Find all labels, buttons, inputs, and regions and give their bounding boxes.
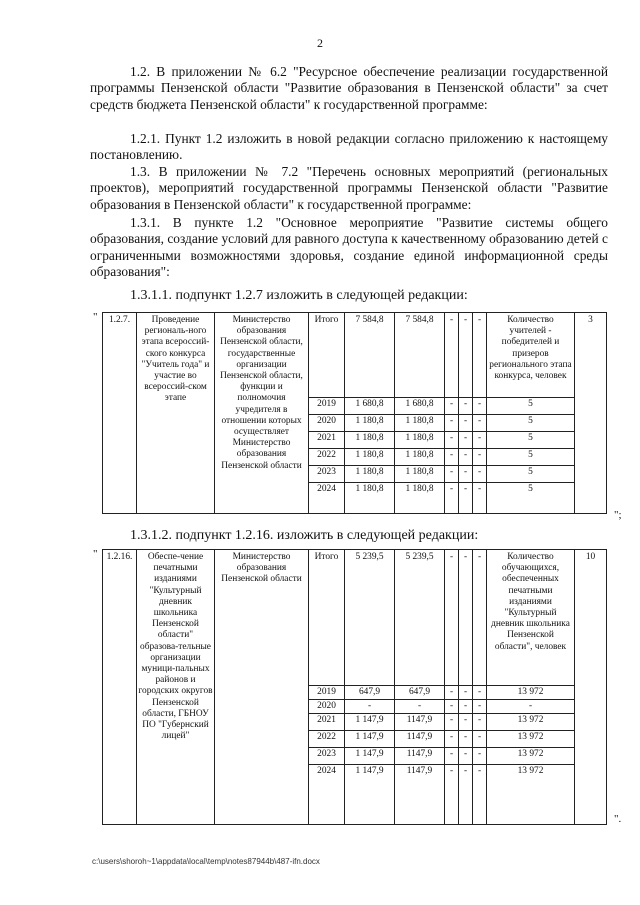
col2-cell: -	[459, 765, 473, 825]
total-cell: 7 584,8	[345, 313, 395, 398]
col3-cell: -	[473, 449, 487, 466]
col1-cell: -	[445, 432, 459, 449]
col1-cell: -	[445, 550, 459, 686]
indicator-value: 5	[487, 449, 575, 466]
indicator-name: Количество обучающихся, обеспеченных печатными изданиями "Культурный дневник школьника Пензенской области", человек	[487, 550, 575, 686]
regional-cell: 1147,9	[395, 714, 445, 731]
col2-cell: -	[459, 398, 473, 415]
col1-cell: -	[445, 765, 459, 825]
regional-cell: 1 180,8	[395, 449, 445, 466]
paragraph-1-3: 1.3. В приложении № 7.2 "Перечень основных мероприятий (региональных проектов), мероприятий государственной программы Пензенской области "Развитие образования в Пензенской области" к государственной программе:	[90, 164, 608, 212]
col1-cell: -	[445, 449, 459, 466]
paragraph-1-2: 1.2. В приложении № 6.2 "Ресурсное обеспечение реализации государственной программы Пензенской области "Развитие образования в Пензенской области" за счет средств бюджета Пензенской области" к государственной программе:	[90, 64, 608, 112]
regional-cell: 1 180,8	[395, 415, 445, 432]
year-cell: 2020	[309, 415, 345, 432]
total-cell: 1 147,9	[345, 765, 395, 825]
year-cell: 2022	[309, 731, 345, 748]
indicator-value: 13 972	[487, 686, 575, 700]
indicator-value: 5	[487, 398, 575, 415]
col3-cell: -	[473, 748, 487, 765]
col3-cell: -	[473, 466, 487, 483]
col1-cell: -	[445, 748, 459, 765]
indicator-name: Количество учителей - победителей и призеров регионального этапа конкурса, человек	[487, 313, 575, 398]
indicator-value: -	[487, 700, 575, 714]
regional-cell: 1 180,8	[395, 432, 445, 449]
year-cell: 2022	[309, 449, 345, 466]
regional-cell: 5 239,5	[395, 550, 445, 686]
year-cell: Итого	[309, 313, 345, 398]
event-name: Проведение региональ-ного этапа всероссий-ского конкурса "Учитель года" и участие во всероссий-ском этапе	[137, 313, 215, 514]
regional-cell: 1147,9	[395, 731, 445, 748]
col3-cell: -	[473, 550, 487, 686]
item-number: 1.2.16.	[103, 550, 137, 825]
year-cell: 2023	[309, 748, 345, 765]
table-1-2-16	[102, 549, 607, 825]
file-path-footer: c:\users\shoroh~1\appdata\local\temp\notes87944b\487-ifn.docx	[92, 857, 320, 866]
regional-cell: 7 584,8	[395, 313, 445, 398]
target-number: 3	[575, 313, 607, 514]
col2-cell: -	[459, 700, 473, 714]
col1-cell: -	[445, 483, 459, 514]
regional-cell: 1 180,8	[395, 483, 445, 514]
col3-cell: -	[473, 731, 487, 748]
col3-cell: -	[473, 686, 487, 700]
regional-cell: 1 180,8	[395, 466, 445, 483]
page-number: 2	[317, 36, 323, 50]
open-quote-1: "	[93, 311, 98, 323]
col3-cell: -	[473, 714, 487, 731]
year-cell: 2024	[309, 765, 345, 825]
regional-cell: -	[395, 700, 445, 714]
col1-cell: -	[445, 714, 459, 731]
col1-cell: -	[445, 731, 459, 748]
col1-cell: -	[445, 466, 459, 483]
col3-cell: -	[473, 313, 487, 398]
total-cell: 5 239,5	[345, 550, 395, 686]
total-cell: 1 180,8	[345, 432, 395, 449]
regional-cell: 1147,9	[395, 748, 445, 765]
total-cell: 1 147,9	[345, 714, 395, 731]
regional-cell: 1147,9	[395, 765, 445, 825]
subpoint-1-3-1-1: 1.3.1.1. подпункт 1.2.7 изложить в следующей редакции:	[130, 288, 468, 303]
col2-cell: -	[459, 432, 473, 449]
col3-cell: -	[473, 398, 487, 415]
col2-cell: -	[459, 686, 473, 700]
col1-cell: -	[445, 686, 459, 700]
total-cell: 1 147,9	[345, 731, 395, 748]
col3-cell: -	[473, 483, 487, 514]
total-cell: 1 180,8	[345, 449, 395, 466]
open-quote-2: "	[93, 548, 98, 560]
indicator-value: 13 972	[487, 731, 575, 748]
item-number: 1.2.7.	[103, 313, 137, 514]
col2-cell: -	[459, 449, 473, 466]
col3-cell: -	[473, 415, 487, 432]
year-cell: 2020	[309, 700, 345, 714]
total-cell: 1 680,8	[345, 398, 395, 415]
col2-cell: -	[459, 731, 473, 748]
table-1-2-7	[102, 312, 607, 514]
col2-cell: -	[459, 714, 473, 731]
year-cell: 2021	[309, 714, 345, 731]
regional-cell: 647,9	[395, 686, 445, 700]
paragraph-1-3-1: 1.3.1. В пункте 1.2 "Основное мероприятие "Развитие системы общего образования, создание условий для равного доступа к качественному образованию детей с ограниченными возможностями здоровья, создание единой информационной среды образования":	[90, 215, 608, 280]
subpoint-1-3-1-2: 1.3.1.2. подпункт 1.2.16. изложить в следующей редакции:	[130, 528, 479, 543]
col1-cell: -	[445, 700, 459, 714]
col2-cell: -	[459, 748, 473, 765]
col3-cell: -	[473, 432, 487, 449]
executor: Министерство образования Пензенской области, государственные организации Пензенской области, функции и полномочия учредителя в отношении которых осуществляет Министерство образования Пензенской области	[215, 313, 309, 514]
paragraph-1-2-1: 1.2.1. Пункт 1.2 изложить в новой редакции согласно приложению к настоящему постановлению.	[90, 131, 608, 163]
col1-cell: -	[445, 313, 459, 398]
col2-cell: -	[459, 313, 473, 398]
total-cell: 1 180,8	[345, 483, 395, 514]
regional-cell: 1 680,8	[395, 398, 445, 415]
col2-cell: -	[459, 550, 473, 686]
col1-cell: -	[445, 415, 459, 432]
indicator-value: 13 972	[487, 714, 575, 731]
target-number: 10	[575, 550, 607, 825]
indicator-value: 13 972	[487, 748, 575, 765]
col3-cell: -	[473, 765, 487, 825]
col1-cell: -	[445, 398, 459, 415]
year-cell: 2021	[309, 432, 345, 449]
col2-cell: -	[459, 483, 473, 514]
total-cell: 1 180,8	[345, 415, 395, 432]
year-cell: 2024	[309, 483, 345, 514]
executor: Министерство образования Пензенской области	[215, 550, 309, 825]
col3-cell: -	[473, 700, 487, 714]
col2-cell: -	[459, 415, 473, 432]
event-name: Обеспе-чение печатными изданиями "Культурный дневник школьника Пензенской области" образова-тельные организации муници-пальных районов и городских округов Пензенской области, ГБНОУ ПО "Губернский лицей"	[137, 550, 215, 825]
total-cell: 1 180,8	[345, 466, 395, 483]
year-cell: 2023	[309, 466, 345, 483]
indicator-value: 5	[487, 415, 575, 432]
year-cell: 2019	[309, 398, 345, 415]
close-quote-2: ".	[614, 813, 622, 825]
total-cell: 647,9	[345, 686, 395, 700]
indicator-value: 5	[487, 483, 575, 514]
indicator-value: 5	[487, 466, 575, 483]
year-cell: Итого	[309, 550, 345, 686]
col2-cell: -	[459, 466, 473, 483]
close-quote-1: ";	[614, 509, 622, 521]
year-cell: 2019	[309, 686, 345, 700]
total-cell: 1 147,9	[345, 748, 395, 765]
indicator-value: 13 972	[487, 765, 575, 825]
total-cell: -	[345, 700, 395, 714]
indicator-value: 5	[487, 432, 575, 449]
